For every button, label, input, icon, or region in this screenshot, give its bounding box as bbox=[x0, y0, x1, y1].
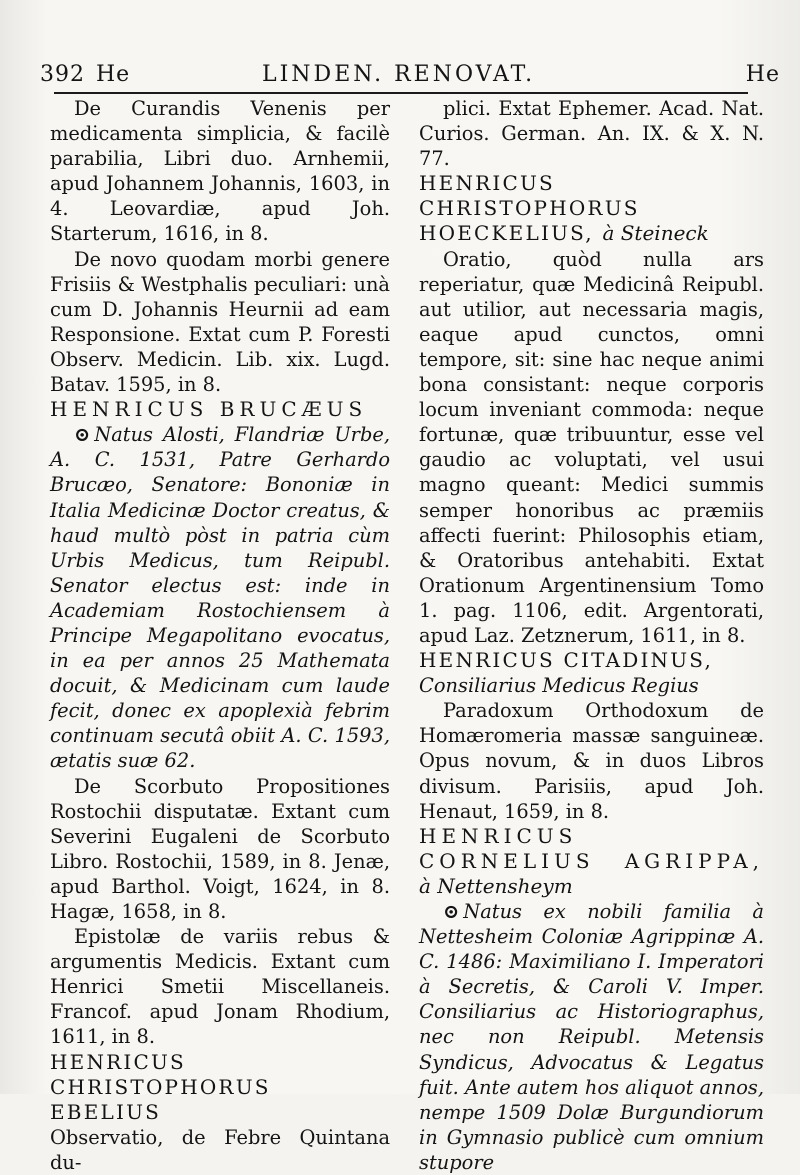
entry-heading-name: HENRICUS CORNELIUS AGRIPPA, bbox=[419, 823, 764, 873]
entry-text: Paradoxum Orthodoxum de Homæromeria massæ sanguineæ. Opus novum, & in duos Libros divisum. Parisiis, apud Joh. Henaut, 1659, in 8. bbox=[419, 699, 764, 823]
biography bbox=[419, 899, 764, 1175]
entry-heading: HENRICUS CITADINUS, bbox=[419, 648, 714, 673]
page-number: 392 bbox=[40, 62, 85, 87]
biography-text: Natus Alosti, Flandriæ Urbe, A. C. 1531, Patre Gerhardo Brucæo, Senatore: Bononiæ in Italia Medicinæ Doctor creatus, & haud multò pòst in patria cùm Urbis Medicus, tum Reipubl. Senator electus est: inde in Academiam Rostochiensem à Principe Megapolitano evocatus, in ea per annos 25 Mathemata docuit, & Medicinam cum laude fecit, donec ex apoplexià febrim continuam secutâ obiit A. C. 1593, ætatis suæ 62. bbox=[50, 423, 390, 773]
entry-text: De Scorbuto Propositiones Rostochii disputatæ. Extant cum Severini Eugaleni de Scorbuto Libro. Rostochii, 1589, in 8. Jenæ, apud Barthol. Voigt, 1624, in 8. Hagæ, 1658, in 8. bbox=[50, 774, 390, 923]
entry-heading-name: HENRICUS CHRISTOPHORUS HOECKELIUS, bbox=[419, 171, 640, 246]
entry-text: Oratio, quòd nulla ars reperiatur, quæ Medicinâ Reipubl. aut utilior, aut necessaria magis, eaque apud cunctos, omni tempore, sit: sine hac neque animi bona consistant: neque corporis locum inveniant commoda: neque fortunæ, quæ tribuuntur, esse vel gaudio ac voluptati, vel usui magno queant: Medici summis semper honoribus ac præmiis affecti fuerint: Philosophis etiam, & Oratoribus antehabiti. Extat Orationum Argentinensium Tomo 1. pag. 1106, edit. Argentorati, apud Laz. Zetznerum, 1611, in 8. bbox=[419, 247, 764, 647]
header-right-tag: He bbox=[745, 62, 780, 87]
entry-heading-subtitle: à Nettensheym bbox=[419, 873, 573, 898]
entry-text: De Curandis Venenis per medicamenta simplicia, & facilè parabilia, Libri duo. Arnhemii, apud Johannem Johannis, 1603, in 4. Leovardiæ, apud Joh. Starterum, 1616, in 8. bbox=[50, 97, 390, 246]
entry-text: plici. Extat Ephemer. Acad. Nat. Curios. German. An. IX. & X. N. 77. bbox=[419, 97, 764, 171]
entry-text: Observatio, de Febre Quintana du- bbox=[50, 1125, 390, 1174]
entry-heading bbox=[419, 824, 764, 899]
header-left-tag: He bbox=[96, 62, 131, 87]
entry-heading: HENRICUS CHRISTOPHORUS EBELIUS bbox=[50, 1049, 271, 1124]
biography bbox=[50, 422, 390, 773]
entry-heading: HENRICUS BRUCÆUS bbox=[50, 397, 368, 422]
entry-text: Epistolæ de variis rebus & argumentis Medicis. Extant cum Henrici Smetii Miscellaneis. Francof. apud Jonam Rhodium, 1611, in 8. bbox=[50, 925, 390, 1049]
right-column bbox=[419, 96, 764, 1175]
header-rule bbox=[54, 92, 748, 94]
circle-dot-icon: ⊙ bbox=[443, 900, 460, 923]
entry-heading-subtitle: à Steineck bbox=[602, 221, 709, 246]
entry-heading bbox=[419, 171, 764, 246]
running-header bbox=[40, 58, 780, 92]
left-column bbox=[50, 96, 390, 1175]
circle-dot-icon: ⊙ bbox=[74, 423, 91, 447]
entry-subtitle: Consiliarius Medicus Regius bbox=[419, 674, 699, 698]
biography-text: Natus ex nobili familia à Nettesheim Coloniæ Agrippinæ A. C. 1486: Maximiliano I. Imperatori à Secretis, & Caroli V. Imper. Consiliarius ac Historiographus, nec non Reipubl. Metensis Syndicus, Advocatus & Legatus fuit. Ante autem hos aliquot annos, nempe 1509 Dolæ Burgundiorum in Gymnasio publicè cum omnium stupore bbox=[419, 900, 764, 1174]
header-title: LINDEN. RENOVAT. bbox=[262, 62, 536, 87]
entry-text: De novo quodam morbi genere Frisiis & Westphalis peculiari: unà cum D. Johannis Heurnii ad eam Responsione. Extat cum P. Foresti Observ. Medicin. Lib. xix. Lugd. Batav. 1595, in 8. bbox=[50, 247, 390, 397]
